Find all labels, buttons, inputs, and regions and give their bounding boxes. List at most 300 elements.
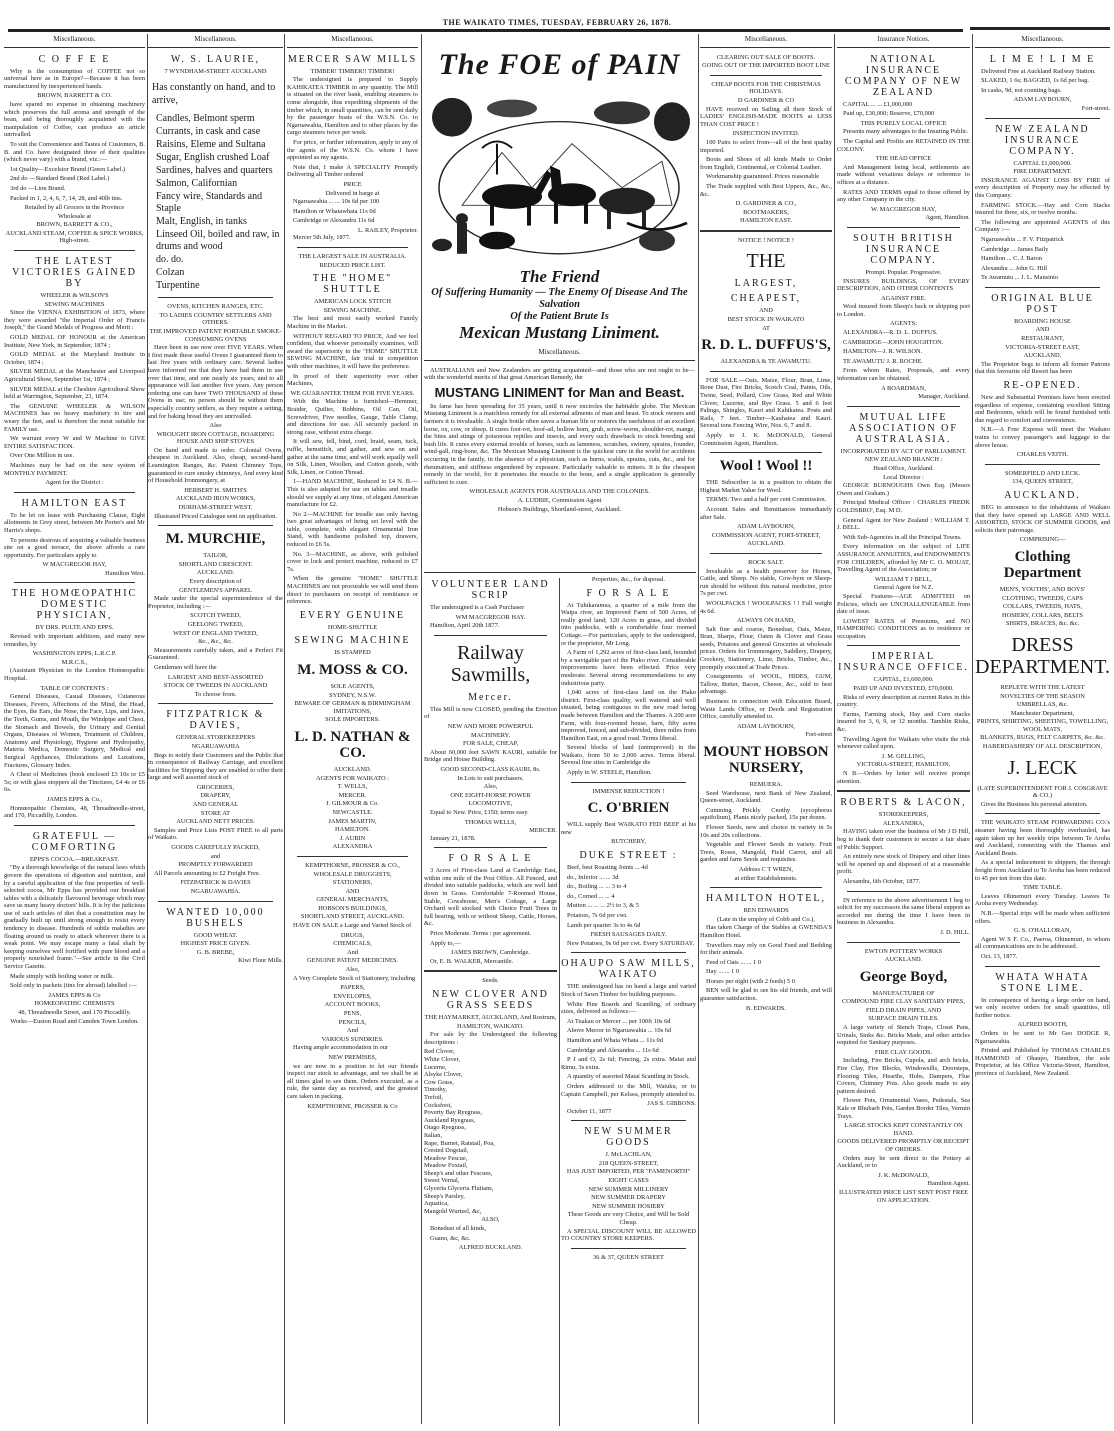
ad-text: N.B.—A Free Express will meet the Waikato trains to convey passenger's and luggage to the above house. <box>975 426 1110 449</box>
illustration-caption <box>422 267 697 343</box>
stock-item: Fancy wire, Standards and Staple <box>156 191 263 215</box>
column-8 <box>837 34 970 1424</box>
ad-text: It will sew, fell, bind, cord, braid, seam, tuck, ruffle, hemstitch, and gather, and sew on and gather at the same time, and will work equally well on Silk, Linen, Woollen, and Cotton goods, with Silk, Linen, or Cotton Thread. <box>287 438 418 476</box>
ad-text: "By a thorough knowledge of the natural laws which govern the operations of digestion and nutrition, and by a careful application of the fine properties of well-selected cocoa, Mr Epps has provided our breakfast tables with a delicately flavoured beverage which may save us many heavy doctors' bills. It is by the judicious use of such articles of diet that a constitution may be gradually built up until strong enough to resist every tendency to disease. Hundreds of subtle maladies are floating around us ready to attack wherever there is a weak point. We may escape many a fatal shaft by keeping ourselves well fortified with pure blood and a properly nourished frame."—See article in the Civil Service Gazette. <box>4 864 145 971</box>
divider <box>700 230 832 232</box>
ad-text: Orders to be sent to Mr Geo DODGE R, Ngaruawahia. <box>975 1029 1110 1045</box>
ad-text: Italian, <box>424 1131 442 1139</box>
ad-text: Salt fine and coarse, Bonedust, Oats, Maize, Bran, Sharps, Flour, Oaten & Clover and Grass seeds, Potatoes and general Groceries at wholesale prices. Orders for Ironmongery, Saddlery, Drapery, Crockery, Stationery, Lime, Bricks, Timber, &c., promptly executed at Trade Prices. <box>700 625 832 671</box>
ad-heading: SEWING MACHINE <box>294 635 411 647</box>
ad-text: General Diseases, Casual Diseases, Cutaneous Diseases, Fevers, Affections of the Mind, the Head, the Eyes, the Ears, the Nose, the Face, Lips, and Jaws, the Teeth, Gums, and Mouth, the Windpipe and Chest, the Stomach and Bowels, the Urinary and Genital Organs, Diseases of Women, Treatment of Children, Anatomy and Physiology, Hygiene and Hydropathy, Materia Medica, Domestic Surgery, Medical and Surgical Appliances, Dislocations and Luxations, Fractures, Glossary Index. <box>4 693 145 769</box>
ad-text: Over One Million in use. <box>10 452 75 460</box>
ad-text: JAMES MARTIN, <box>328 817 377 825</box>
ad-text: 100 Pairs to select from—all of the best quality imported. <box>700 138 832 154</box>
ad-text: HAMILTON—J. R. WILSON. <box>843 348 923 356</box>
ad-heading: VOLUNTEER LAND SCRIP <box>431 579 550 601</box>
column-heading: Miscellaneous. <box>148 34 283 48</box>
ad-text: G. S. O'HALLORAN, <box>1013 927 1072 935</box>
ad-text: We warrant every W and W Machine to GIVE ENTIRE SATISFACTION. <box>4 435 145 450</box>
ad-text: PENS, <box>343 1010 362 1017</box>
ad-text: INSPECTION INVITED. <box>732 130 800 138</box>
ad-text: Including, Fire Bricks, Cupola, and arch bricks, Fire Clay, Fire Blocks, Windowsills, Doorsteps, Flooring Tiles, Hearths, Hobs, Dampers, Flue Covers, Chimney Pots. Also goods made to any pattern desired. <box>837 1057 970 1095</box>
ad-text: As a special inducement to shippers, the through freight from Auckland to Te Aroha has been reduced to 45 per ton from this date. <box>975 859 1110 882</box>
ad-heading: MERCER SAW MILLS <box>287 53 418 65</box>
divider <box>434 847 547 848</box>
ad-text: NGARUAWAHIA. <box>190 888 241 895</box>
ad-text: A Chest of Medicines (book enclosed £3 10s or £5 5s; or with glass stoppers all the Tinctures, £4 4s or £6 6s. <box>4 771 145 794</box>
ad-text: WROUGHT IRON COTTAGE, BOARDING HOUSE AND SHIP STOVES <box>156 430 275 446</box>
ad-text: WHOLESALE DRUGGISTS, <box>313 870 392 878</box>
ad-text: Also, <box>345 966 360 974</box>
ad-text: Measurements carefully taken, and a Perfect Fit Guaranteed. <box>148 646 283 662</box>
divider <box>424 970 557 972</box>
ad-text: TERMS: Two and a half per cent Commission. <box>706 496 827 504</box>
ad-text: Aquatica, <box>424 1200 449 1208</box>
ad-text: WILLIAM T J BELL, <box>875 575 932 583</box>
ad-text: Principal Medical Officer : CHARLES FREDK GOLDSBRO', Esq. M D. <box>837 499 970 514</box>
ad-text: BEWARE OF GERMAN & BIRMINGHAM IMITATIONS, <box>294 700 411 715</box>
ad-text: THE HAYMARKET, AUCKLAND, And Rostrum, <box>424 1014 557 1021</box>
ad-heading: LARGEST, <box>734 278 798 290</box>
ad-text: January 21, 1878. <box>430 834 476 842</box>
ad-text: Mutton ... ... ... 2½ to 3, & 5 <box>567 902 639 910</box>
ad-text: SYDNEY, N.S.W. <box>329 691 376 699</box>
ad-text: Leaves Ohinemuri every Tuesday. Leaves Te Aroha every Wednesday. <box>975 892 1110 908</box>
ad-text: At Tuhikaramea, a quarter of a mile from the Waipa river, an Improved Farm of 500 Acres, of really good land; 120 Acres in grass, and divided into paddocks, with a comfortable four roomed Cottage.—For particulars, apply to the undersigned, or the proprietor, Mr Long. <box>561 601 696 647</box>
ad-text: UMBRELLAS, &c. <box>1016 701 1069 709</box>
ad-text: Hay ... ... 1 0 <box>706 968 740 976</box>
ad-text: Sheep's Parsley, <box>424 1192 465 1200</box>
ad-text: Sweet Vernal, <box>424 1177 460 1185</box>
ad-text: Has taken Charge of the Stables at GWENDA'S Hamilton Hotel. <box>700 924 832 939</box>
ad-text: HAMILTON EAST. <box>739 217 793 225</box>
ad-text: J. D. HILL. <box>940 928 970 936</box>
ad-text: Agent W S F. Co., Paeroa, Ohinemuri, to whom all communications are to be addressed. <box>975 935 1110 951</box>
ad-text: Consignments of WOOL, HIDES, GUM, Tallow, Butter, Bacon, Cheese, &c., sold to best advantage. <box>700 673 832 696</box>
ad-text: HOME-SHUTTLE <box>327 623 378 631</box>
ad-text: and <box>210 852 221 860</box>
ad-text: Feed of Oats ... ... 1 0 <box>706 958 762 966</box>
ad-text: Glyceria Glyceria Fluitans, <box>424 1185 494 1193</box>
ad-text: For sale by the Undersigned the following descriptions : <box>424 1031 557 1046</box>
ad-text: A Farm of 1,292 acres of first-class land, bounded by a navigable part of the Piako river. Considerable improvements have been effected. Price very moderate. Several strong recommendations to any industrious party. <box>561 649 696 687</box>
divider <box>985 966 1100 967</box>
ad-text: GROCERIES, <box>196 783 235 791</box>
divider <box>985 813 1100 814</box>
ad-text: Farms, Farming stock, Hay and Corn stacks insured for 3, 6, 9, or 12 months. Tamblin Risks, &c. <box>837 710 970 734</box>
ad-heading: THE HOMŒOPATHIC DOMESTIC PHYSICIAN, <box>11 588 138 622</box>
ad-text: have spared no expense in obtaining machinery which preserves the full aroma and strength of the bean, and being thoroughly acquainted with the manipulation of Coffee, can produce an article unrivalled. <box>4 100 145 139</box>
ad-text: To be let on lease with Purchasing Clause, Eight allotments in Grey street, between Mr Porter's and Mr Harris's shops. <box>4 511 145 534</box>
ad-text: In casks, 9d, not counting bags. <box>981 86 1062 94</box>
ad-text: MERCER. <box>338 791 367 799</box>
ad-text: These Goods are very Choice, and Will be Sold Cheap. <box>567 1211 690 1227</box>
ad-text: HAMILTON, WAIKATO. <box>456 1022 525 1030</box>
ad-heading: C. O'BRIEN <box>587 800 670 817</box>
ad-text: NOTICE ! NOTICE ! <box>738 236 794 244</box>
ad-heading: L I M E ! L I M E <box>989 53 1096 65</box>
ad-heading: W. S. LAURIE, <box>170 53 261 65</box>
section-divider <box>424 572 696 573</box>
ad-text: Its fame has been spreading for 35 years, until it now encircles the habitable globe. The Mexican Mustang Liniment is a matchless remedy for all external ailments of man and beast. To stock owners and farmers it is invaluable. A single bottle often saves a human life or restores the usefulness of an excellent horse, ox, cow, or sheep. It cures foot-rot, hoof-ail, hollow horn, grub, screw-worm, shoulder-rot, mange, the bites and stings of poisonous reptiles and insects, and every such drawback to stock breeding and bush life. It cures every external trouble of horses, such as lameness, scratches, swinny, sprains, founder, wind-gall, ring-bone, &c. The Mexican Mustang Liniment is the quickest cure in the world for accidents occurring in the family, in the absence of a physician, such as burns, scalds, sprains, cuts, &c., and for rheumatism, and stiffness engendered by exposure. Particularly valuable to miners. It is the cheapest remedy in the world, for it penetrates the muscle to the bone, and a single application is generally sufficient to cure. <box>424 402 695 486</box>
ad-text: Seed Warehouse, next Bank of New Zealand, Queen-street, Auckland. <box>700 789 832 805</box>
ad-text: THE undersigned has on hand a large and varied Stock of Sawn Timber for building purposes. <box>561 983 696 998</box>
column-9 <box>975 34 1110 1424</box>
ad-text: &c., &c., &c. <box>198 638 233 646</box>
ad-text: The following are appointed AGENTS of this Company :— <box>975 218 1110 234</box>
ad-text: STOCK OF TWEEDS IN AUCKLAND <box>163 682 268 690</box>
ad-text: we are now in a position to let our friends inspect our stock to advantage, and we shall be at all times glad to see them. Orders executed, as a rule, the same day as received, and the greatest care taken in packing. <box>287 1062 418 1100</box>
ad-text: GOLD MEDAL at the Maryland Institute in October, 1874 ; <box>4 351 145 366</box>
ad-heading: George Boyd, <box>859 968 948 985</box>
ad-text: do., Corned ... ... 4 <box>567 892 615 900</box>
ad-text: SILVER MEDAL at the Cheshire Agricultural Show held at Warrington, September, 23, 1874. <box>4 385 145 401</box>
ad-text: ENVELOPES, <box>333 992 372 1000</box>
ad-text: The undersigned is prepared to Supply KAHIKATEA TIMBER in any quantity. The Mill is situated on the river bank, enabling steamers to come alongside, thus expediting shipments of the timber which, in small quantities, can be sent daily by the passenger boats of the W.S.N. Co. to Ngaruawahia, Hamilton and to other places by the cargo steamers twice per week. <box>287 76 418 137</box>
ad-text: T. WELLS, <box>337 783 368 791</box>
ad-text: Rape, Burnet, Ratstail, Poa, <box>424 1139 495 1147</box>
ad-text: AT <box>762 324 770 332</box>
ad-text: AGAINST FIRE. <box>881 294 926 302</box>
ad-text: Alsyke Clover, <box>424 1071 463 1079</box>
stock-item: Candles, Belmont sperm <box>156 113 255 125</box>
ad-text: 48, Threadneedle Street, and 170 Piccadilly. <box>18 1009 131 1016</box>
ad-text: The GENUINE WHEELER & WILSON MACHINES has no heavy machinery to tire and weary the feet, and is therefore the most suitable for FAMILY use. <box>4 402 145 433</box>
ad-text: IMMENSE REDUCTION ! <box>592 787 665 795</box>
ad-text: ILLUSTRATED PRICE LIST SENT POST FREE ON APPLICATION. <box>838 1188 969 1204</box>
ad-text: WOOLPACKS ! WOOLPACKS ! ! Full weight 4s 6d. <box>700 599 832 615</box>
ad-text: J. GILMOUR & Co. <box>326 800 379 808</box>
ad-text: AUCKLAND. <box>747 540 785 548</box>
ad-text: DRAPERY, <box>200 792 231 800</box>
ad-text: D. GARDINER & CO., <box>735 200 797 208</box>
divider <box>571 952 686 953</box>
ad-text: (Assistant Physician to the London Homœopathic Hospital. <box>4 667 145 683</box>
ad-text: SEWING MACHINES <box>44 300 105 308</box>
column-6 <box>561 575 696 1425</box>
ad-text: NEW ZEALAND BRANCH : <box>864 456 943 464</box>
ad-text: PAID UP AND INVESTED, £70,0000. <box>853 685 954 693</box>
ad-text: About 60,000 feet SAWN KAURI, suitable for Bridge and House Building. <box>424 748 557 764</box>
ad-text: The Proprietor begs to inform all former Patrons that this favourite old Resort has been <box>975 360 1110 376</box>
ad-text: Illustrated Priced Catalogue sent on application. <box>154 512 277 520</box>
ad-text: Orders may be sent direct to the Pottery at Auckland, or to <box>837 1154 970 1170</box>
ad-text: AGENTS FOR WAIKATO : <box>315 774 390 782</box>
ad-text: THIS PURELY LOCAL OFFICE <box>860 119 947 127</box>
ad-text: NEW PREMISES, <box>328 1053 377 1061</box>
ad-heading: DRESS DEPARTMENT. <box>975 633 1110 678</box>
ad-text: BEN will be glad to see his old friends, and will guarantee satisfaction. <box>700 987 832 1003</box>
masthead-rule <box>970 27 1110 30</box>
ad-heading: C O F F E E <box>38 53 111 65</box>
ad-text: FOR SALE, CHEAP, <box>462 740 519 748</box>
ad-heading: AUCKLAND. <box>1004 489 1081 501</box>
ad-text: Cambridge or Alexandra 11s 6d <box>293 217 375 225</box>
ad-text: HABERDASHERY OF ALL DESCRIPTION, <box>982 743 1103 751</box>
ad-text: ADAM LAYBOURN, <box>1013 96 1072 104</box>
ad-text: To suit the Convenience and Tastes of Customers, B. B. and Co. have designated three of their qualities (which never vary) with a brand, viz.:— <box>4 140 145 164</box>
ad-text: FRESH SAUSAGES DAILY. <box>590 931 667 939</box>
ad-text: AND <box>345 887 360 895</box>
divider <box>710 452 822 453</box>
ad-text: Invaluable as a health preserver for Horses, Cattle, and Sheep. No stable, Cow-byre or Sheep-run should be without this natural medicine, price 7s per cwt. <box>700 567 832 598</box>
ad-text: AUCKLAND STEAM, COFFEE & SPICE WORKS, High-street. <box>5 229 144 245</box>
ad-text: BOOTMAKERS, <box>743 208 789 216</box>
ad-text: Wholesale at <box>57 212 92 220</box>
ad-heading: RE-OPENED. <box>1003 380 1082 392</box>
ad-text: JAS S. GIBBONS. <box>647 1100 696 1108</box>
column-1 <box>4 34 145 1424</box>
ad-text: Te Awamutu ... J. L. Mansinto <box>981 274 1059 282</box>
column-4 <box>424 347 695 514</box>
ad-text: For price, or further information, apply to any of the agents of the W.S.N. Co. whom I have appointed as my agents. <box>287 138 418 162</box>
ad-text: THE IMPROVED PATENT PORTABLE SMOKE-CONSUMING OVENS <box>149 327 282 343</box>
ad-text: AND <box>1035 326 1050 334</box>
ad-text: 218 QUEEN-STREET, <box>598 1159 659 1167</box>
ad-text: WITHOUT REGARD TO PRICE, And we feel confident, that whoever personally examines, will award the superiority to the "HOME" SHUTTLE SEWING MACHINE, fair trial in competition with other machines, it will have the preference. <box>287 332 418 370</box>
stock-item: Linseed Oil, boiled and raw, in drums and wood <box>156 229 280 253</box>
ad-text: Retailed by all Grocers in the Province <box>24 204 125 212</box>
ad-heading: GRATEFUL — COMFORTING <box>31 830 118 853</box>
ad-text: Ngaruawahia ... F. V. Fitzpatrick <box>981 235 1064 243</box>
divider <box>710 75 822 76</box>
ad-text: Hamilton West. <box>105 569 145 577</box>
ad-text: The undersigned is a Cash Purchaser <box>430 604 525 611</box>
column-divider <box>421 34 422 1424</box>
ad-text: ALFRED BUCKLAND. <box>458 1244 523 1252</box>
ad-text: Gives the Business his personal attention. <box>981 800 1088 808</box>
divider <box>14 492 135 493</box>
ad-text: Every information on the subject of LIFE ASSURANCE ANNUITIES, and ENDOWMENTS FOR CHILDREN, afforded by Mr C. O. MOUAT, Travelling Agent of the Association; or <box>837 543 970 574</box>
ad-text: KEMPTHORNE, PROSSER & Co <box>307 1102 398 1110</box>
column-divider <box>972 34 973 1424</box>
ad-headline: MUSTANG LINIMENT for Man and Beast. <box>434 384 685 400</box>
foe-of-pain-illustration <box>422 48 697 343</box>
ad-text: M.R.C.S., <box>61 658 88 666</box>
ad-text: Several blocks of land (unimproved) in the Waikato, from 50 to 2,000 acres. Terms liberal. Several fine sites in Cambridge dis <box>561 744 696 767</box>
ad-heading: M. MURCHIE, <box>165 531 266 548</box>
ad-text: Delivered Free at Auckland Railway Station. <box>981 67 1096 75</box>
ad-text: Red Clover, <box>424 1048 455 1056</box>
ad-text: CAMBRIDGE—JOHN HOUGHTON. <box>843 338 944 346</box>
ad-text: Or, E. B. WALKER, Mercantile. <box>430 957 514 965</box>
ad-text: Price Moderate. Terms : per agreement. <box>430 930 532 938</box>
ad-text: DURHAM-STREET WEST. <box>178 504 253 512</box>
ad-text: Cocksfoot, <box>424 1101 452 1109</box>
ad-text: Agent, Hamilton. <box>925 214 970 222</box>
ad-text: And <box>346 1027 358 1035</box>
column-heading: Miscellaneous. <box>424 347 695 361</box>
ad-text: HIGHEST PRICE GIVEN. <box>180 940 251 948</box>
divider <box>847 891 960 892</box>
ad-text: Sold only in packets (tins for abroad) labelled :— <box>10 982 137 990</box>
ad-text: JAMES BROWN, Cambridge. <box>451 949 530 957</box>
ad-heading: CHEAPEST, <box>730 293 802 305</box>
ad-heading: THE <box>746 250 786 273</box>
ad-text: Head Office, Auckland. <box>873 465 934 472</box>
ad-text: An entirely new stock of Drapery and other lines will be opened up and disposed of at a reasonable profit. <box>837 853 970 876</box>
ad-text: SEWING MACHINE. <box>323 306 382 314</box>
ad-text: NEW SUMMER DRAPERY <box>591 1194 666 1202</box>
ad-text: Special Features—AGE ADMITTED on Policies, which are UNCHALLENGEABLE from date of issue. <box>837 592 970 616</box>
ad-text: GEORGE BURNOUGHS Own Esq. (Messrs Owen and Graham.) <box>837 482 970 497</box>
ad-text: Hamilton and Whata Whata ... 11s 0d <box>567 1036 663 1044</box>
ad-text: AUCKLAND. <box>1023 352 1062 360</box>
ad-text: A quantity of assorted Matai Scantling in Stock. <box>567 1073 690 1081</box>
ad-text: STORE AT <box>200 809 231 817</box>
ad-text: KEMPTHORNE, PROSSER & CO., <box>305 861 400 869</box>
ad-text: D GARDINER & CO <box>737 96 795 104</box>
ad-text: HAS JUST IMPORTED, PER "FAMENORTH" <box>566 1168 691 1176</box>
ad-text: Travellers may rely on Good Feed and Bedding for their animals. <box>700 941 832 957</box>
ad-text: Poverty Bay Ryegrass, <box>424 1109 483 1117</box>
column-2 <box>148 34 283 1424</box>
ad-text: Beef, best Roasting Joints ... 4d <box>567 864 648 872</box>
ad-text: White Clover, <box>424 1055 460 1063</box>
ad-text: FOR SALE.—Oats, Maize, Flour, Bran, Lime, Bone Dust, Fire Bricks, Scotch Coal, Paints, Oils, Twine, Seed, Pollard, Cow Grass, Red and White Clover, Lucerne, and Rye Grass. 5 and 6 feet Palings, Shingles, Kauri and Kahikatea. Posts and Rails, 7 feet. Timber—Kauhatea and Kauri. Several tons Fencing Wire, Nos. 6, 7 and 8. <box>700 376 832 430</box>
ad-text: THOMAS WELLS, <box>464 818 517 826</box>
ad-text: STOREKEEPERS, <box>878 811 929 819</box>
ad-text: 36 & 37, QUEEN STREET <box>593 1253 664 1261</box>
ad-heading: NEW SUMMER GOODS <box>584 1126 673 1149</box>
ad-text: Local Director : <box>883 473 924 481</box>
ad-heading: WANTED 10,000 BUSHELS <box>166 906 265 929</box>
ad-text: SLAKED, 1 6s; BAGGED, 1s 6d per bag. <box>981 77 1089 85</box>
divider <box>837 790 970 792</box>
column-heading: Miscellaneous. <box>975 34 1110 48</box>
ad-text: Flower Pots, Ornamental Vases, Pedestals, Sea Kale or Rhubarb Pots, Garden Border Tiles, Vermin Trays. <box>837 1097 970 1120</box>
ad-text: REDUCED PRICE LIST. <box>319 261 386 269</box>
ad-text: General Agent for N.Z. <box>873 584 934 592</box>
ad-text: Paid up, £30,000; Reserve, £70,000 <box>843 110 935 118</box>
ad-text: MERCER. <box>529 827 557 835</box>
ad-text: Horses per night (with 2 feeds) 5 0 <box>706 977 795 985</box>
ad-text: LARGE STOCKS KEPT CONSTANTLY ON HAND. <box>844 1122 963 1137</box>
ad-text: ALEXANDRA, <box>882 819 925 827</box>
stock-item: Sugar, English crushed Loaf <box>156 152 270 164</box>
ad-text: OVENS, KITCHEN RANGES, ETC. <box>167 303 264 311</box>
ad-text: VICTORIA-STREET, HAMILTON. <box>856 761 951 769</box>
ad-text: Hamilton or Whatawhata 11s 0d <box>293 207 376 215</box>
ad-text: 134, QUEEN STREET, <box>1012 478 1073 486</box>
ad-text: AND GENERAL <box>192 801 239 809</box>
ad-text: SCOTCH TWEED, <box>190 612 241 620</box>
ad-heading: EVERY GENUINE <box>299 609 406 621</box>
divider <box>985 464 1100 465</box>
divider <box>710 887 822 888</box>
stock-item: Currants, in cask and case <box>156 126 261 138</box>
stock-item: Raisins, Eleme and Sultana <box>156 139 266 151</box>
ad-text: 3 Acres of First-class Land at Cambridge East, within one mile of the Post Office. All Fenced, and divided into suitable paddocks, which are well laid down in Grass. Comfortable 7-Roomed House, Stable, Cowshouse, Men's Cottage, a Large Orchard well stocked with Choice Fruit Trees in full bearing, with or without Sheep, Cattle, Horses, &c. <box>424 867 557 928</box>
ad-text: Made simply with boiling water or milk. <box>10 972 114 980</box>
masthead: THE WAIKATO TIMES, TUESDAY, FEBRUARY 26, 1878. <box>442 18 672 27</box>
ad-text: EWTON POTTERY WORKS <box>864 947 943 955</box>
ad-text: THE WAIKATO STEAM FORWARDING CO.'s steamer having been thoroughly overhauled, has again taken up her weekly trips between Te Aroha and Auckland, connecting with the Thames and Auckland Boats. <box>975 819 1110 857</box>
ad-text: J. K. McDONALD, <box>878 1171 929 1179</box>
ad-text: GOING OUT OF THE IMPORTED BOOT LINE <box>702 62 830 70</box>
ad-text: Cumming Prickly Cnothy (sycophorus aquifolium), Plants nicely packed, 15s per dozen. <box>700 806 832 822</box>
ad-text: INCORPORATED BY ACT OF PARLIAMENT. <box>840 447 967 455</box>
column-divider <box>559 578 560 1426</box>
ad-text: And <box>346 948 358 956</box>
column-5 <box>424 575 557 1425</box>
ad-text: Agent for the District : <box>45 479 104 487</box>
divider <box>571 1248 686 1249</box>
column-7 <box>700 34 832 1424</box>
ad-text: To persons desirous of acquiring a valuable business site on a good terrace, the above affords a rare opportunity. For particulars apply to <box>4 536 145 559</box>
ad-text: Boots and Shoes of all kinds Made to Order from English, Continental, or Colonial Leather. <box>700 156 832 171</box>
ad-text: ONE EIGHT-HORSE POWER <box>450 791 531 799</box>
ad-text: ALFRED BOOTH, <box>1017 1021 1068 1029</box>
ad-text: WHEELER & WILSON'S <box>40 292 109 300</box>
ad-text: GENTLEMEN'S APPAREL <box>179 586 252 594</box>
ad-heading: J. LECK <box>1007 756 1078 779</box>
ad-text: WILL supply Best WAIKATO FED BEEF at his new <box>561 821 696 836</box>
ad-text: BUTCHERY, <box>611 838 646 846</box>
ad-text: SOLE IMPORTERS. <box>325 716 380 724</box>
ad-text: 3rd do —Lion Brand. <box>10 184 66 192</box>
ad-text: In Lots to suit purchasers. <box>457 774 524 782</box>
ad-text: SOMERFIELD AND LECK. <box>1004 469 1081 477</box>
ad-text: GENUINE PATENT MEDICINES. <box>306 957 399 965</box>
ad-text: SOLE AGENTS, <box>330 683 375 690</box>
ad-text: When the genuine "HOME" SHUTTLE MACHINES are not procurable we will send them direct to purchasers on receipt of remittance or reference. <box>287 575 418 606</box>
ad-text: SILVER MEDAL at the Manchester and Liverpool Agricultural Show, September 1st, 1874 ; <box>4 368 145 383</box>
ad-text: ALEXANDRA & TE AWAMUTU. <box>720 358 812 366</box>
ad-text: Sheep's and other Fescues, <box>424 1169 493 1177</box>
divider <box>847 406 960 407</box>
ad-text: VICTORIA-STREET EAST, <box>1005 343 1080 351</box>
ad-text: Lamb per quarter 3s to 4s 6d <box>567 921 641 929</box>
ad-text: Above Mercer to Ngaruawahia ... 10s 6d <box>567 1027 672 1035</box>
ad-text: Vegetable and Flower Seeds in variety. Fruit Trees, Roses, Mangold, Field Carrot, and all garden and farm Seeds and requisites. <box>700 841 832 864</box>
ad-text: Fort-street. <box>1081 104 1110 112</box>
ad-text: WEST OF ENGLAND TWEED, <box>173 629 258 637</box>
ad-text: AGENTS: <box>890 320 917 328</box>
ad-text: Manchester Department, <box>1010 709 1075 717</box>
divider <box>571 782 686 783</box>
ad-text: Seeds. <box>482 977 499 985</box>
ad-text: NGARUAWAHIA <box>191 742 240 750</box>
ad-text: BEN EDWARDS <box>743 907 789 915</box>
ad-text: COMPOUND FIRE CLAY SANITARY PIPES, <box>842 998 965 1006</box>
ad-text: Cambridge ... James Baily <box>981 245 1049 253</box>
divider <box>14 825 135 826</box>
ad-text: Mangold Wurtzel, &c, <box>424 1207 482 1215</box>
ad-text: FIRE CLAY GOODS. <box>874 1048 933 1056</box>
ad-text: 1,040 acres of first-class land on the Piako district. First-class quality, well watered and well situated, being contiguous to the new road being made between Hamilton and the Thames. A 200 acre Farm, with four-roomed house, barn, fifty acres improved, fenced, and sub-divided, three miles from Hamilton East, on a good road. Terms liberal. <box>561 689 696 742</box>
stock-item: Salmon, Californian <box>156 178 238 190</box>
divider <box>297 247 408 248</box>
ad-text: RATES AND TERMS equal to those offered by any other Company in the city. <box>837 188 970 204</box>
ad-text: SHORTLAND CRESCENT. <box>178 560 253 568</box>
ad-text: Since the VIENNA EXHIBITION of 1873, where they were awarded "the Imperial Order of Francis Joseph," the Grand Medals of Progress and Merit : <box>4 309 145 332</box>
ad-text: Equal to New. Price, £150; terms easy. <box>430 808 529 816</box>
ad-text: Apply to J. K. McDONALD, General Commission Agent, Hamilton. <box>700 432 832 447</box>
ad-text: TABLE OF CONTENTS : <box>40 684 109 692</box>
column-divider <box>698 34 699 1424</box>
ad-text: WHOLESALE AGENTS FOR AUSTRALIA AND THE COLONIES. <box>469 488 650 496</box>
ad-text: CAPITAL, £1,600,000. <box>873 676 934 684</box>
ad-text: NOVELTIES OF THE SEASON <box>1000 692 1085 700</box>
ad-heading: L. D. NATHAN & CO. <box>294 728 411 761</box>
ad-text: Cow Grass, <box>424 1078 454 1086</box>
ad-text: 2nd do —Standard Brand (Red Label.) <box>10 175 110 183</box>
ad-text: On hand and made to order. Colonial Ovens, cheapest in Auckland. Also, cheap, second-hand Leamington Ranges, &c. Patent Chimney Tops, guaranteed to cure smoky chimneys, And every kind of Household Ironmongery, at <box>148 446 283 485</box>
ad-heading: MOUNT HOBSON NURSERY, <box>703 744 829 776</box>
ad-text: Has constantly on hand, and to arrive, <box>152 82 276 107</box>
ad-text: FIELD DRAIN PIPES, AND <box>866 1006 941 1014</box>
